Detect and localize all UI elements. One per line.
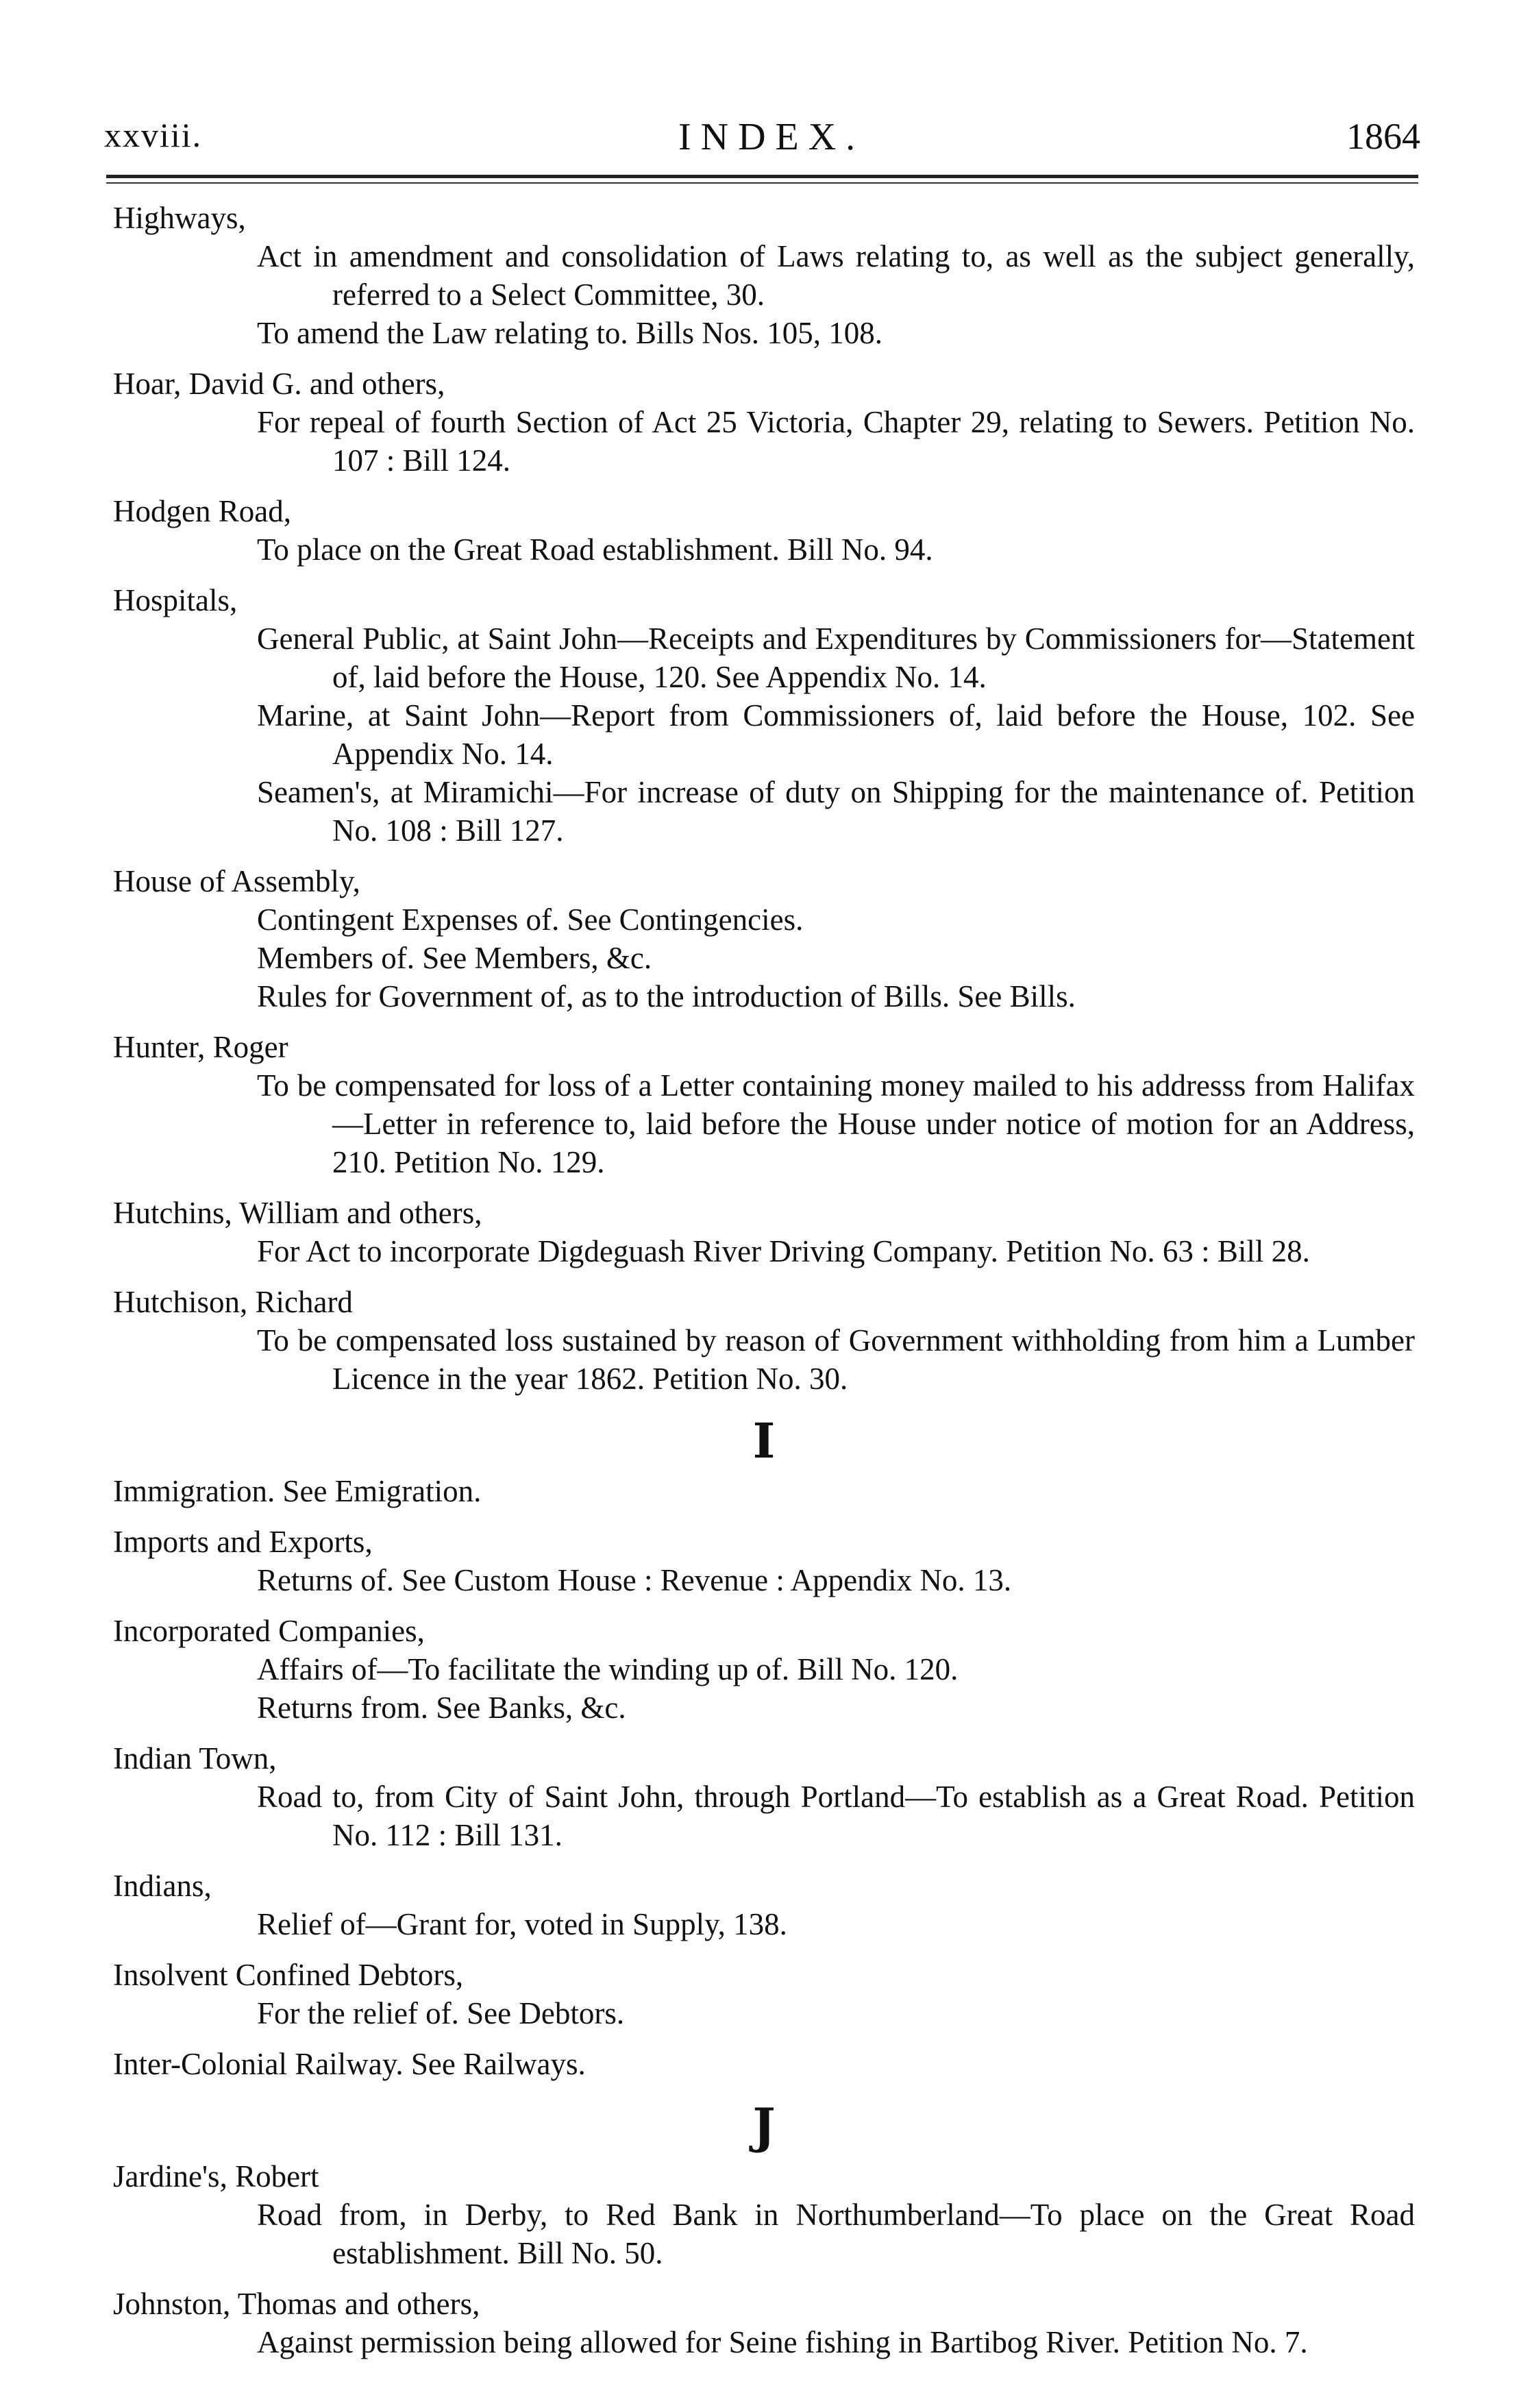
entry-heading: House of Assembly,: [113, 864, 360, 898]
entry-heading: Inter-Colonial Railway. See Railways.: [113, 2047, 586, 2081]
entry-heading: Hodgen Road,: [113, 494, 291, 528]
entry-subentry: Returns of. See Custom House : Revenue : Appendix No. 13.: [257, 1563, 1012, 1597]
index-entry: [113, 2285, 1415, 2361]
header-year: 1864: [1346, 116, 1420, 157]
entry-subentry: To place on the Great Road establishment. Bill No. 94.: [257, 532, 933, 567]
page-title: INDEX.: [678, 116, 865, 158]
entry-subentry: General Public, at Saint John—Receipts and Expenditures by Commissioners for—Statement of, laid before the House, 120. See Appendix No. 14.: [257, 622, 1415, 694]
header-rule-thin: [106, 182, 1418, 184]
entry-subentry: To amend the Law relating to. Bills Nos. 105, 108.: [257, 316, 882, 350]
index-entry: [113, 1283, 1415, 1398]
index-entry: [113, 1523, 1415, 1599]
entry-subentry: To be compensated loss sustained by reason of Government withholding from him a Lumber Licence in the year 1862. Petition No. 30.: [257, 1323, 1415, 1396]
entry-heading: Hospitals,: [113, 583, 238, 617]
entry-subentry: Members of. See Members, &c.: [257, 941, 652, 975]
entry-subentry: For Act to incorporate Digdeguash River Driving Company. Petition No. 63 : Bill 28.: [257, 1234, 1310, 1268]
entry-heading: Jardine's, Robert: [113, 2159, 319, 2194]
entry-heading: Imports and Exports,: [113, 1525, 373, 1559]
entry-subentry: Road from, in Derby, to Red Bank in Northumberland—To place on the Great Road establishment. Bill No. 50.: [257, 2198, 1415, 2270]
entry-subentry: Relief of—Grant for, voted in Supply, 138.: [257, 1907, 787, 1941]
entry-heading: Incorporated Companies,: [113, 1614, 425, 1648]
entry-subentry: Marine, at Saint John—Report from Commissioners of, laid before the House, 102. See Appendix No. 14.: [257, 698, 1415, 771]
entry-heading: Hutchins, William and others,: [113, 1196, 482, 1230]
index-entry: [113, 1612, 1415, 1727]
index-entry: [113, 2157, 1415, 2272]
index-entry: [113, 1956, 1415, 2032]
index-entry: [113, 1472, 1415, 1510]
index-entry: [113, 492, 1415, 569]
section-letter-j: J: [752, 2098, 776, 2154]
entry-subentry: Against permission being allowed for Seine fishing in Bartibog River. Petition No. 7.: [257, 2325, 1308, 2359]
index-entry: [113, 2045, 1415, 2083]
index-entry: [113, 862, 1415, 1016]
index-entry: [113, 199, 1415, 352]
entry-heading: Hutchison, Richard: [113, 1285, 353, 1319]
entry-heading: Immigration. See Emigration.: [113, 1474, 482, 1508]
entry-subentry: Returns from. See Banks, &c.: [257, 1691, 626, 1725]
header-rule-thick: [106, 175, 1418, 178]
entry-subentry: Act in amendment and consolidation of Laws relating to, as well as the subject generally, referred to a Select Committee, 30.: [257, 239, 1415, 312]
entry-subentry: Road to, from City of Saint John, through Portland—To establish as a Great Road. Petition No. 112 : Bill 131.: [257, 1780, 1415, 1852]
section-letter-i: I: [752, 1412, 776, 1469]
entry-subentry: Contingent Expenses of. See Contingencies.: [257, 902, 804, 937]
index-entry: [113, 581, 1415, 850]
entry-heading: Indians,: [113, 1869, 212, 1903]
index-entry: [113, 1028, 1415, 1181]
index-entry: [113, 1194, 1415, 1270]
entry-subentry: Rules for Government of, as to the introduction of Bills. See Bills.: [257, 979, 1076, 1013]
index-entry: [113, 1867, 1415, 1943]
entry-heading: Insolvent Confined Debtors,: [113, 1958, 464, 1992]
entry-subentry: For repeal of fourth Section of Act 25 Victoria, Chapter 29, relating to Sewers. Petition No. 107 : Bill 124.: [257, 405, 1415, 478]
page-number: xxviii.: [104, 116, 203, 154]
index-entry: [113, 1739, 1415, 1854]
entry-heading: Hoar, David G. and others,: [113, 367, 445, 401]
index-entry: [113, 365, 1415, 480]
entry-heading: Johnston, Thomas and others,: [113, 2287, 480, 2321]
entry-heading: Indian Town,: [113, 1741, 277, 1776]
entry-heading: Highways,: [113, 201, 246, 235]
entry-subentry: To be compensated for loss of a Letter containing money mailed to his addresss from Halifax—Letter in reference to, laid before the House under notice of motion for an Address, 210. Petition No. 129.: [257, 1068, 1415, 1179]
entry-subentry: Affairs of—To facilitate the winding up of. Bill No. 120.: [257, 1652, 959, 1686]
entry-subentry: Seamen's, at Miramichi—For increase of duty on Shipping for the maintenance of. Petition No. 108 : Bill 127.: [257, 775, 1415, 848]
entry-heading: Hunter, Roger: [113, 1030, 288, 1064]
entry-subentry: For the relief of. See Debtors.: [257, 1996, 625, 2030]
index-body: [113, 199, 1415, 2374]
